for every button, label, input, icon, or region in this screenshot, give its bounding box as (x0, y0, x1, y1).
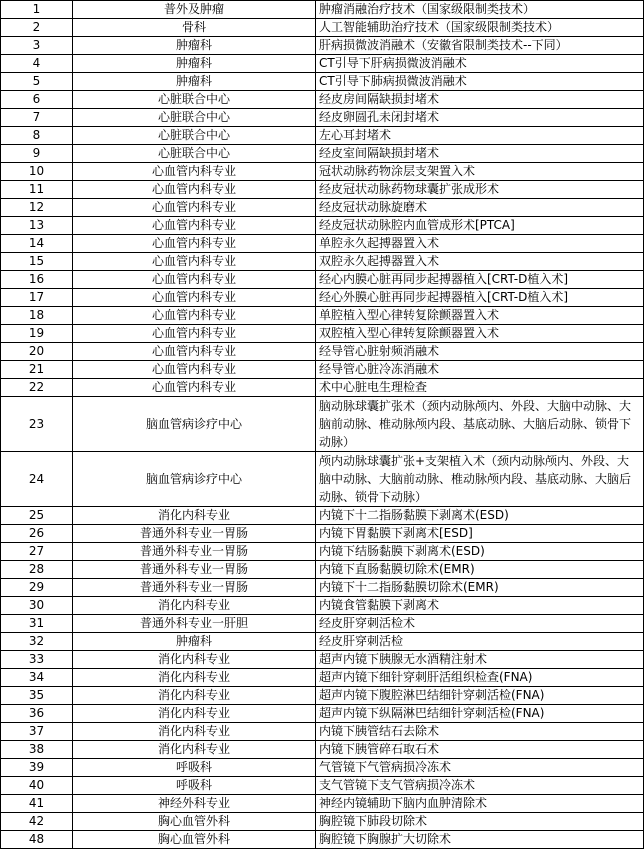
row-number-cell: 22 (1, 379, 73, 397)
table-row (1, 741, 644, 759)
technology-cell: 神经内镜辅助下脑内血肿清除术 (316, 795, 644, 813)
row-number-cell: 38 (1, 741, 73, 759)
department-cell: 普通外科专业一胃肠 (73, 543, 316, 561)
table-row (1, 1, 644, 19)
department-cell: 心血管内科专业 (73, 181, 316, 199)
technology-cell: 支气管镜下支气管病损冷冻术 (316, 777, 644, 795)
department-cell: 呼吸科 (73, 777, 316, 795)
technology-cell: 内镜下结肠黏膜下剥离术(ESD) (316, 543, 644, 561)
table-row (1, 379, 644, 397)
technology-cell: 经皮冠状动脉旋磨术 (316, 199, 644, 217)
department-cell: 心脏联合中心 (73, 91, 316, 109)
row-number-cell: 6 (1, 91, 73, 109)
table-row (1, 289, 644, 307)
department-cell: 肿瘤科 (73, 55, 316, 73)
department-cell: 心脏联合中心 (73, 109, 316, 127)
row-number-cell: 28 (1, 561, 73, 579)
row-number-cell: 5 (1, 73, 73, 91)
department-cell: 神经外科专业 (73, 795, 316, 813)
row-number-cell: 7 (1, 109, 73, 127)
row-number-cell: 30 (1, 597, 73, 615)
technology-cell: 肝病损微波消融术（安徽省限制类技术--下同） (316, 37, 644, 55)
table-row (1, 452, 644, 507)
table-row (1, 91, 644, 109)
table-row (1, 705, 644, 723)
technology-cell: 单腔永久起搏器置入术 (316, 235, 644, 253)
department-cell: 肿瘤科 (73, 73, 316, 91)
department-cell: 肿瘤科 (73, 633, 316, 651)
department-cell: 肿瘤科 (73, 37, 316, 55)
department-cell: 消化内科专业 (73, 705, 316, 723)
department-cell: 心血管内科专业 (73, 199, 316, 217)
row-number-cell: 20 (1, 343, 73, 361)
technology-cell: CT引导下肺病损微波消融术 (316, 73, 644, 91)
department-cell: 消化内科专业 (73, 723, 316, 741)
technology-cell: 内镜下胰管结石去除术 (316, 723, 644, 741)
row-number-cell: 27 (1, 543, 73, 561)
technology-cell: 气管镜下气管病损冷冻术 (316, 759, 644, 777)
department-cell: 心血管内科专业 (73, 217, 316, 235)
table-row (1, 325, 644, 343)
table-row (1, 723, 644, 741)
department-cell: 心血管内科专业 (73, 253, 316, 271)
department-cell: 消化内科专业 (73, 507, 316, 525)
row-number-cell: 25 (1, 507, 73, 525)
table-row (1, 813, 644, 831)
department-cell: 脑血管病诊疗中心 (73, 397, 316, 452)
row-number-cell: 31 (1, 615, 73, 633)
technology-cell: 经皮肝穿刺活检术 (316, 615, 644, 633)
row-number-cell: 17 (1, 289, 73, 307)
department-cell: 胸心血管外科 (73, 831, 316, 849)
table-row (1, 19, 644, 37)
technology-cell: 超声内镜下纵隔淋巴结细针穿刺活检(FNA) (316, 705, 644, 723)
row-number-cell: 40 (1, 777, 73, 795)
technology-cell: 内镜下直肠黏膜切除术(EMR) (316, 561, 644, 579)
row-number-cell: 29 (1, 579, 73, 597)
table-row (1, 759, 644, 777)
row-number-cell: 37 (1, 723, 73, 741)
row-number-cell: 16 (1, 271, 73, 289)
table-body (1, 1, 644, 849)
technology-cell: 超声内镜下细针穿刺肝活组织检查(FNA) (316, 669, 644, 687)
row-number-cell: 32 (1, 633, 73, 651)
row-number-cell: 42 (1, 813, 73, 831)
technology-cell: 超声内镜下胰腺无水酒精注射术 (316, 651, 644, 669)
table-row (1, 669, 644, 687)
department-cell: 心血管内科专业 (73, 271, 316, 289)
technology-cell: 胸腔镜下肺段切除术 (316, 813, 644, 831)
row-number-cell: 3 (1, 37, 73, 55)
table-row (1, 37, 644, 55)
department-cell: 普通外科专业一胃肠 (73, 525, 316, 543)
table-row (1, 55, 644, 73)
department-cell: 心血管内科专业 (73, 361, 316, 379)
department-cell: 消化内科专业 (73, 597, 316, 615)
technology-cell: 经皮冠状动脉药物球囊扩张成形术 (316, 181, 644, 199)
department-cell: 普外及肿瘤 (73, 1, 316, 19)
row-number-cell: 4 (1, 55, 73, 73)
table-row (1, 831, 644, 849)
department-cell: 心血管内科专业 (73, 307, 316, 325)
technology-cell: 经导管心脏射频消融术 (316, 343, 644, 361)
technology-cell: 肿瘤消融治疗技术（国家级限制类技术） (316, 1, 644, 19)
table-row (1, 651, 644, 669)
row-number-cell: 48 (1, 831, 73, 849)
department-cell: 心血管内科专业 (73, 379, 316, 397)
department-cell: 消化内科专业 (73, 651, 316, 669)
technology-cell: 单腔植入型心律转复除颤器置入术 (316, 307, 644, 325)
technology-cell: CT引导下肝病损微波消融术 (316, 55, 644, 73)
technology-cell: 双腔植入型心律转复除颤器置入术 (316, 325, 644, 343)
table-row (1, 109, 644, 127)
department-cell: 普通外科专业一肝胆 (73, 615, 316, 633)
technology-cell: 内镜下胰管碎石取石术 (316, 741, 644, 759)
table-row (1, 307, 644, 325)
department-cell: 心血管内科专业 (73, 325, 316, 343)
technology-cell: 颅内动脉球囊扩张+支架植入术（颈内动脉颅内、外段、大脑中动脉、大脑前动脉、椎动脉颅内段、基底动脉、大脑后动脉、锁骨下动脉） (316, 452, 644, 507)
technology-cell: 术中心脏电生理检查 (316, 379, 644, 397)
row-number-cell: 19 (1, 325, 73, 343)
table-row (1, 271, 644, 289)
row-number-cell: 18 (1, 307, 73, 325)
row-number-cell: 41 (1, 795, 73, 813)
department-cell: 消化内科专业 (73, 669, 316, 687)
table-row (1, 777, 644, 795)
table-row (1, 163, 644, 181)
row-number-cell: 35 (1, 687, 73, 705)
department-cell: 心血管内科专业 (73, 343, 316, 361)
row-number-cell: 11 (1, 181, 73, 199)
technology-cell: 脑动脉球囊扩张术（颈内动脉颅内、外段、大脑中动脉、大脑前动脉、椎动脉颅内段、基底动脉、大脑后动脉、锁骨下动脉） (316, 397, 644, 452)
table-row (1, 615, 644, 633)
department-cell: 心脏联合中心 (73, 145, 316, 163)
table-row (1, 217, 644, 235)
department-cell: 胸心血管外科 (73, 813, 316, 831)
technology-cell: 内镜食管黏膜下剥离术 (316, 597, 644, 615)
row-number-cell: 14 (1, 235, 73, 253)
table-row (1, 73, 644, 91)
row-number-cell: 9 (1, 145, 73, 163)
table-row (1, 361, 644, 379)
department-cell: 骨科 (73, 19, 316, 37)
row-number-cell: 2 (1, 19, 73, 37)
technology-cell: 经皮房间隔缺损封堵术 (316, 91, 644, 109)
table-row (1, 507, 644, 525)
table-row (1, 633, 644, 651)
department-cell: 心血管内科专业 (73, 163, 316, 181)
technology-cell: 经皮肝穿刺活检 (316, 633, 644, 651)
row-number-cell: 13 (1, 217, 73, 235)
table-row (1, 397, 644, 452)
technology-cell: 经心内膜心脏再同步起搏器植入[CRT-D植入术] (316, 271, 644, 289)
technology-cell: 经皮室间隔缺损封堵术 (316, 145, 644, 163)
technology-cell: 经皮冠状动脉腔内血管成形术[PTCA] (316, 217, 644, 235)
technology-cell: 人工智能辅助治疗技术（国家级限制类技术） (316, 19, 644, 37)
department-cell: 呼吸科 (73, 759, 316, 777)
technology-cell: 内镜下十二指肠黏膜下剥离术(ESD) (316, 507, 644, 525)
row-number-cell: 36 (1, 705, 73, 723)
technology-cell: 冠状动脉药物涂层支架置入术 (316, 163, 644, 181)
row-number-cell: 33 (1, 651, 73, 669)
row-number-cell: 8 (1, 127, 73, 145)
table-row (1, 543, 644, 561)
department-cell: 普通外科专业一胃肠 (73, 579, 316, 597)
row-number-cell: 1 (1, 1, 73, 19)
row-number-cell: 39 (1, 759, 73, 777)
technology-cell: 超声内镜下腹腔淋巴结细针穿刺活检(FNA) (316, 687, 644, 705)
table-row (1, 343, 644, 361)
technology-cell: 内镜下胃黏膜下剥离术[ESD] (316, 525, 644, 543)
row-number-cell: 12 (1, 199, 73, 217)
technology-cell: 双腔永久起搏器置入术 (316, 253, 644, 271)
table-row (1, 597, 644, 615)
technology-cell: 经皮卵圆孔未闭封堵术 (316, 109, 644, 127)
table-row (1, 145, 644, 163)
table-row (1, 199, 644, 217)
technology-cell: 经导管心脏冷冻消融术 (316, 361, 644, 379)
row-number-cell: 34 (1, 669, 73, 687)
table-row (1, 235, 644, 253)
row-number-cell: 21 (1, 361, 73, 379)
department-cell: 消化内科专业 (73, 741, 316, 759)
row-number-cell: 23 (1, 397, 73, 452)
department-cell: 心血管内科专业 (73, 235, 316, 253)
table-row (1, 579, 644, 597)
table-row (1, 181, 644, 199)
table-row (1, 687, 644, 705)
department-cell: 脑血管病诊疗中心 (73, 452, 316, 507)
department-cell: 消化内科专业 (73, 687, 316, 705)
department-cell: 普通外科专业一胃肠 (73, 561, 316, 579)
row-number-cell: 26 (1, 525, 73, 543)
table-row (1, 127, 644, 145)
row-number-cell: 15 (1, 253, 73, 271)
technology-cell: 左心耳封堵术 (316, 127, 644, 145)
table-row (1, 795, 644, 813)
table-row (1, 525, 644, 543)
department-cell: 心脏联合中心 (73, 127, 316, 145)
row-number-cell: 10 (1, 163, 73, 181)
technology-cell: 经心外膜心脏再同步起搏器植入[CRT-D植入术] (316, 289, 644, 307)
table-row (1, 561, 644, 579)
technology-cell: 胸腔镜下胸腺扩大切除术 (316, 831, 644, 849)
table-row (1, 253, 644, 271)
department-cell: 心血管内科专业 (73, 289, 316, 307)
row-number-cell: 24 (1, 452, 73, 507)
technology-cell: 内镜下十二指肠黏膜切除术(EMR) (316, 579, 644, 597)
